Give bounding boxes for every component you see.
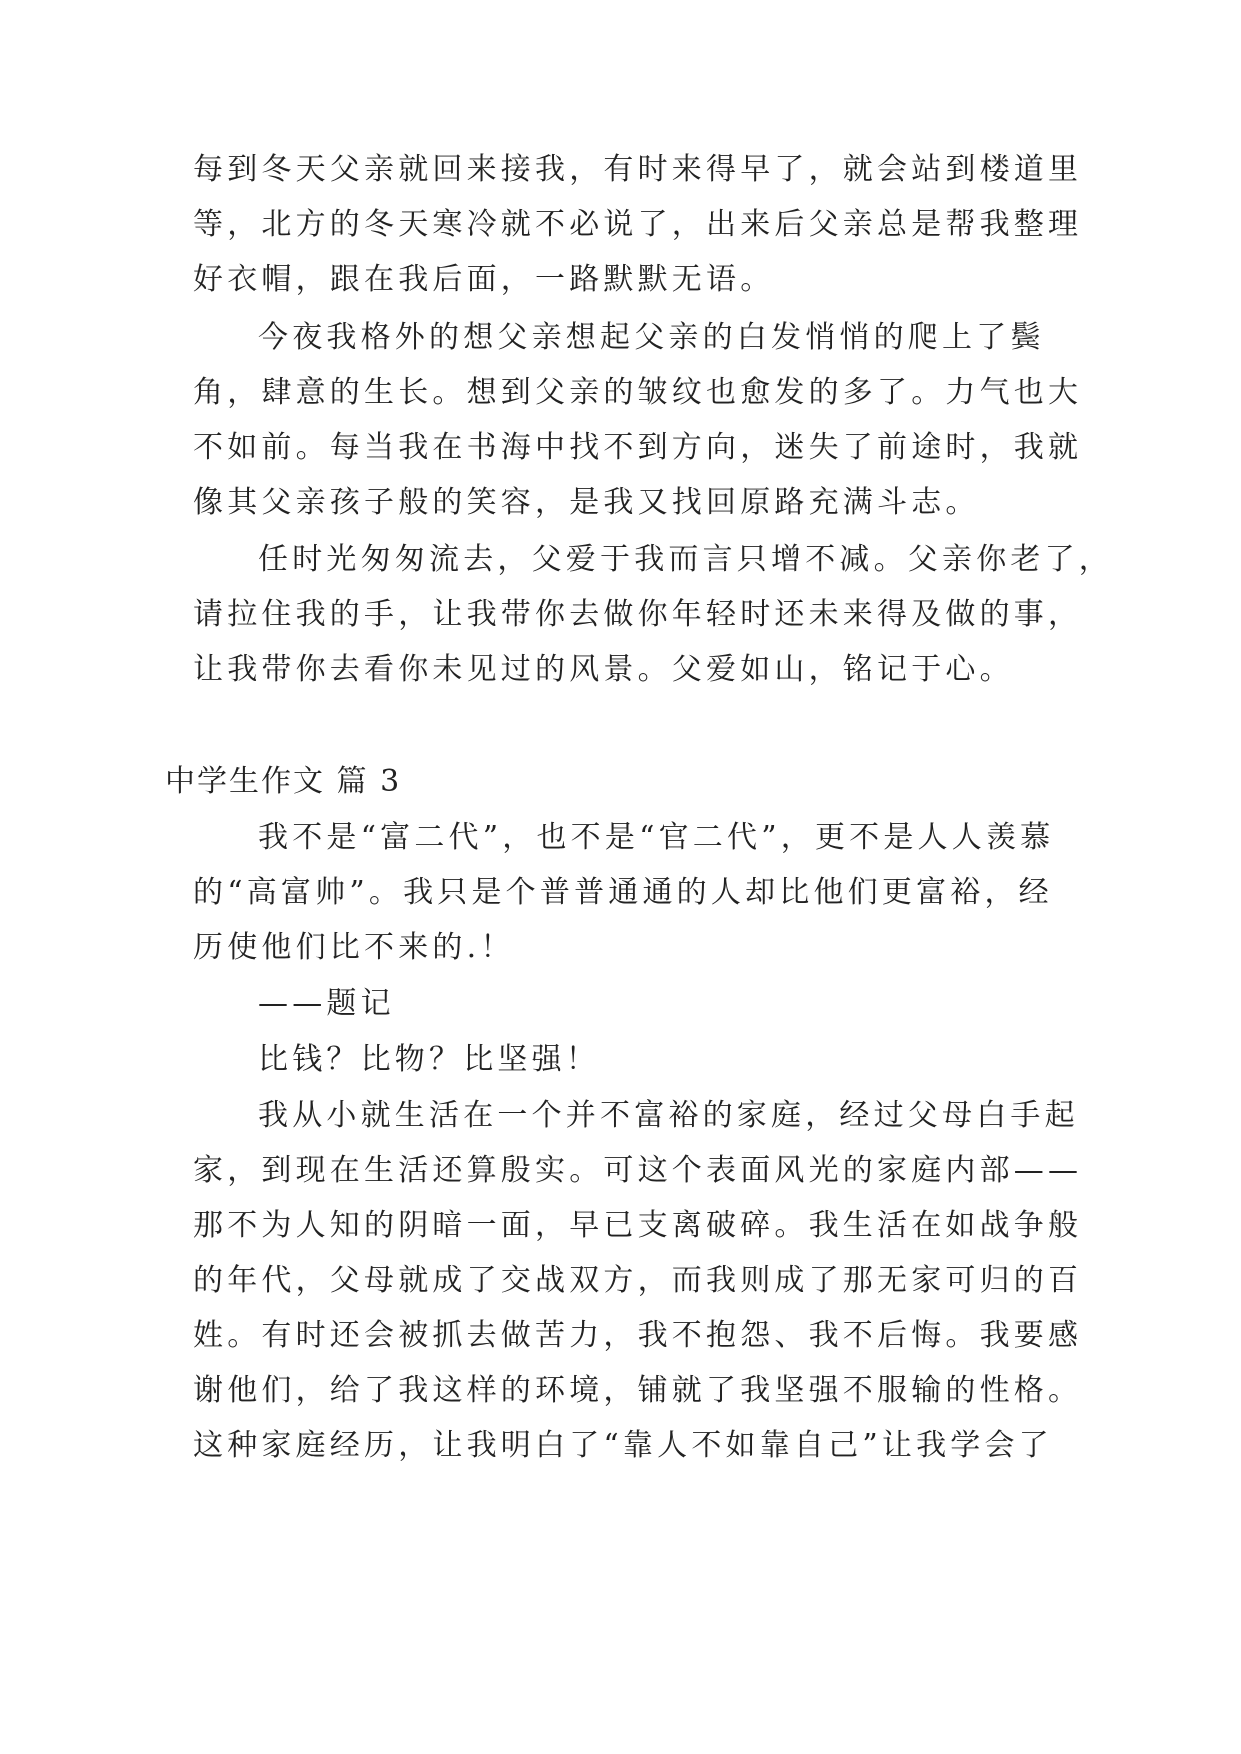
text-line: 姓。有时还会被抓去做苦力，我不抱怨、我不后悔。我要感	[193, 1318, 1083, 1353]
text-line: 好衣帽，跟在我后面，一路默默无语。	[193, 262, 775, 297]
text-line: 今夜我格外的想父亲想起父亲的白发悄悄的爬上了鬓	[258, 320, 1045, 355]
text-line: 角，肆意的生长。想到父亲的皱纹也愈发的多了。力气也大	[193, 375, 1083, 410]
text-line: 每到冬天父亲就回来接我，有时来得早了，就会站到楼道里	[193, 152, 1083, 187]
text-line: 比钱？比物？比坚强！	[258, 1042, 600, 1077]
text-line: 不如前。每当我在书海中找不到方向，迷失了前途时，我就	[193, 430, 1083, 465]
text-line: 历使他们比不来的.！	[193, 930, 515, 965]
text-line: 请拉住我的手，让我带你去做你年轻时还未来得及做的事，	[193, 597, 1083, 632]
text-line: 我不是“富二代”，也不是“官二代”，更不是人人羡慕	[258, 820, 1055, 855]
text-line: ——题记	[258, 986, 395, 1021]
text-line: 的“高富帅”。我只是个普普通通的人却比他们更富裕，经	[193, 875, 1053, 910]
text-line: 家，到现在生活还算殷实。可这个表面风光的家庭内部——	[193, 1153, 1083, 1188]
text-line: 谢他们，给了我这样的环境，铺就了我坚强不服输的性格。	[193, 1373, 1083, 1408]
text-line: 那不为人知的阴暗一面，早已支离破碎。我生活在如战争般	[193, 1208, 1083, 1243]
text-line: 我从小就生活在一个并不富裕的家庭，经过父母白手起	[258, 1098, 1079, 1133]
text-line: 这种家庭经历，让我明白了“靠人不如靠自己”让我学会了	[193, 1428, 1053, 1463]
section-heading: 中学生作文 篇 3	[165, 764, 402, 799]
text-line: 让我带你去看你未见过的风景。父爱如山，铭记于心。	[193, 652, 1014, 687]
text-line: 的年代，父母就成了交战双方，而我则成了那无家可归的百	[193, 1263, 1083, 1298]
text-line: 任时光匆匆流去，父爱于我而言只增不减。父亲你老了，	[258, 542, 1113, 577]
text-line: 等，北方的冬天寒冷就不必说了，出来后父亲总是帮我整理	[193, 207, 1083, 242]
text-line: 像其父亲孩子般的笑容，是我又找回原路充满斗志。	[193, 485, 980, 520]
